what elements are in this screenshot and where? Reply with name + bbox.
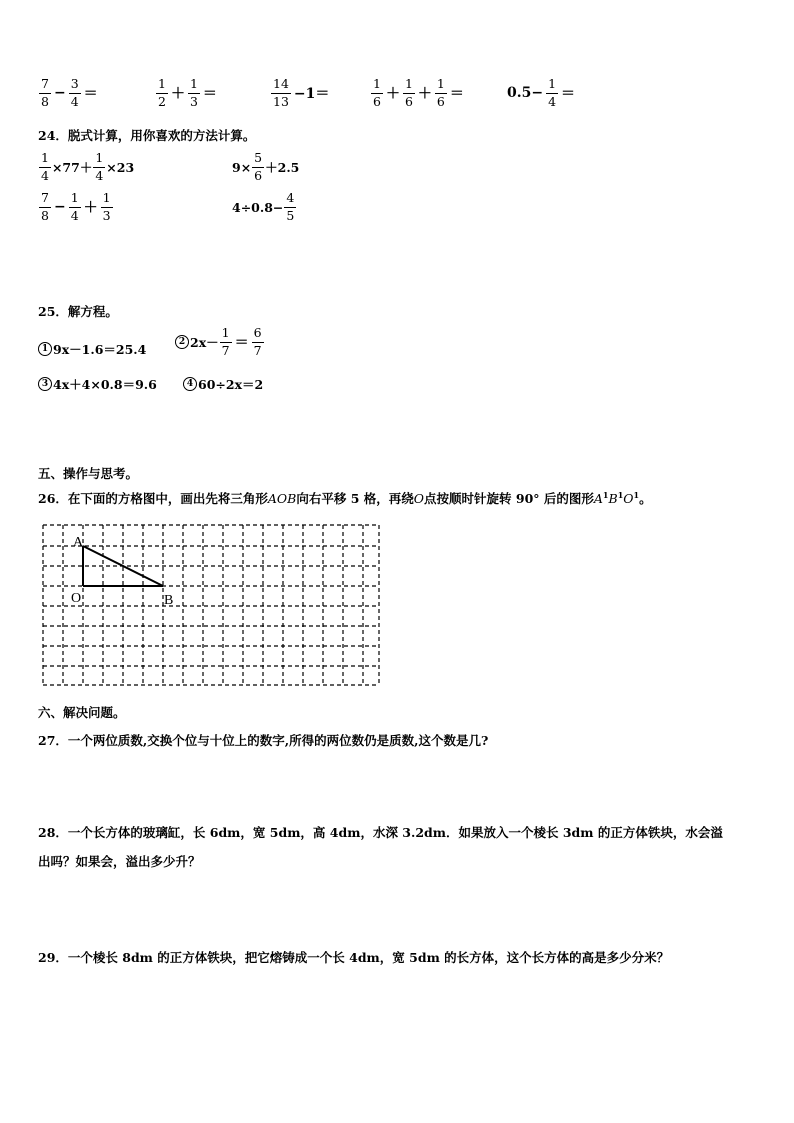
fraction: $\frac{3}{4}$ [70, 76, 79, 109]
fraction: $\frac{1}{2}$ [158, 76, 166, 109]
q25-p2: 2 2x－ $\frac{1}{7}$ ＝ $\frac{6}{7}$ [175, 327, 265, 357]
q29-text: 29．一个棱长 8dm 的正方体铁块，把它熔铸成一个长 4dm，宽 5dm 的长方体，这个长方体的高是多少分米？ [38, 950, 670, 965]
expr-5: 0.5− $\frac{1}{4}$ ＝ [507, 76, 576, 109]
fraction: $\frac{1}{6}$ [436, 76, 445, 109]
label-a: A [73, 535, 84, 550]
q26-text: 26．在下面的方格图中，画出先将三角形AOB向右平移 5 格，再绕O点按顺时针旋转 90° 后的图形$A^1B^1O^1$。 [38, 489, 652, 506]
circled-number: 3 [38, 377, 52, 391]
fraction: $\frac{1}{3}$ [189, 76, 198, 109]
fraction: $\frac{1}{3}$ [102, 190, 111, 223]
label-o: O [71, 591, 82, 606]
expr-1: $\frac{7}{8}$ − $\frac{3}{4}$ ＝ [41, 76, 98, 109]
circled-number: 1 [38, 342, 52, 356]
fraction: $\frac{7}{8}$ [41, 190, 49, 223]
q28-text-line1: 28．一个长方体的玻璃缸，长 6dm，宽 5dm，高 4dm，水深 3.2dm．如果放入一个棱长 3dm 的正方体铁块，水会溢 [38, 825, 723, 840]
fraction: $\frac{14}{13}$ [273, 76, 289, 109]
q25-p1: 1 9x－1.6＝25.4 [38, 340, 146, 358]
fraction: $\frac{1}{4}$ [41, 150, 49, 183]
q24-title: 24．脱式计算，用你喜欢的方法计算。 [38, 128, 256, 143]
section-5-heading: 五、操作与思考。 [38, 466, 139, 481]
fraction: $\frac{1}{6}$ [404, 76, 413, 109]
fraction: $\frac{1}{6}$ [373, 76, 381, 109]
q24-a: $\frac{1}{4}$ ×77＋ $\frac{1}{4}$ ×23 [41, 150, 135, 183]
expr-2: $\frac{1}{2}$ ＋ $\frac{1}{3}$ ＝ [158, 76, 217, 109]
q28-text-line2: 出吗？如果会，溢出多少升？ [38, 854, 201, 869]
fraction: $\frac{1}{4}$ [70, 190, 79, 223]
label-b: B [164, 593, 174, 608]
expr-3: $\frac{14}{13}$ −1＝ [273, 76, 330, 109]
circled-number: 2 [175, 335, 189, 349]
q25-p3: 3 4x＋4×0.8＝9.6 [38, 375, 157, 393]
fraction: $\frac{1}{4}$ [548, 76, 557, 109]
circled-number: 4 [183, 377, 197, 391]
dashed-grid [40, 522, 382, 688]
q24-d: 4÷0.8− $\frac{4}{5}$ [232, 190, 295, 223]
fraction: $\frac{4}{5}$ [286, 190, 295, 223]
q24-b: 9× $\frac{5}{6}$ ＋2.5 [232, 150, 300, 183]
section-6-heading: 六、解决问题。 [38, 705, 126, 720]
fraction: $\frac{1}{4}$ [95, 150, 104, 183]
grid-lines [43, 525, 379, 685]
fraction: $\frac{1}{7}$ [221, 325, 230, 358]
expr-4: $\frac{1}{6}$ ＋ $\frac{1}{6}$ ＋ $\frac{1}{6}$ ＝ [373, 76, 464, 109]
q25-p4: 4 60÷2x＝2 [183, 375, 263, 393]
fraction: $\frac{7}{8}$ [41, 76, 49, 109]
q24-c: $\frac{7}{8}$ − $\frac{1}{4}$ ＋ $\frac{1}{3}$ [41, 190, 111, 223]
fraction: $\frac{6}{7}$ [253, 325, 262, 358]
q27-text: 27．一个两位质数,交换个位与十位上的数字,所得的两位数仍是质数,这个数是几? [38, 733, 489, 748]
q25-title: 25．解方程。 [38, 304, 118, 319]
fraction: $\frac{5}{6}$ [254, 150, 263, 183]
